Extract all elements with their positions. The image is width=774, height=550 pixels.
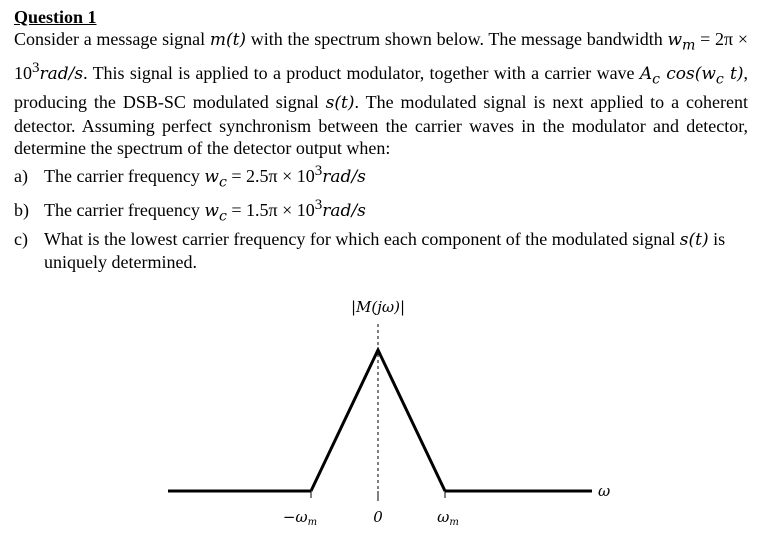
part-b-value: = 1.5π × 10 bbox=[226, 199, 315, 220]
intro-text-4: , producing the DSB-SC modulated signal bbox=[14, 62, 748, 112]
tick-label-neg-wm: $-\omega_m$ bbox=[282, 508, 318, 528]
question-intro bbox=[14, 28, 748, 160]
bandwidth-unit: rad/s bbox=[39, 63, 84, 84]
part-b-unit: rad/s bbox=[322, 200, 366, 221]
tick-label-zero: 0 bbox=[373, 508, 383, 526]
part-c-text-a: What is the lowest carrier frequency for which each component of the modulated signal bbox=[44, 228, 680, 249]
part-a-wc: $w_c$ bbox=[204, 166, 227, 191]
carrier-wave: $A_c$ $\cos(w_c$ t) bbox=[639, 63, 744, 88]
part-a-value: = 2.5π × 10 bbox=[226, 165, 315, 186]
question-title: Question 1 bbox=[14, 7, 97, 27]
part-c-marker: c) bbox=[14, 228, 28, 249]
part-c-text-b: is uniquely determined. bbox=[44, 228, 726, 273]
bandwidth-symbol: $w_m$ bbox=[667, 30, 696, 54]
bandwidth-value: = 2π × 10 bbox=[14, 29, 748, 83]
spectrum-magnitude-label: |M(jω)| bbox=[350, 298, 406, 316]
part-b bbox=[14, 194, 748, 228]
part-b-exponent: 3 bbox=[314, 196, 323, 213]
part-a-text: The carrier frequency bbox=[44, 165, 205, 186]
document bbox=[14, 6, 748, 274]
part-a-exponent: 3 bbox=[314, 162, 323, 179]
intro-text-1: Consider a message signal bbox=[14, 29, 210, 49]
intro-text-5: . The modulated signal is next applied to a coherent detector. Assuming perfect synchronism between the carrier waves in the modulator and detector, determine the spectrum of the detector output when: bbox=[14, 91, 748, 159]
modulated-signal: s(t) bbox=[325, 92, 355, 113]
intro-text-3: . This signal is applied to a product modulator, together with a carrier wave bbox=[83, 62, 640, 83]
spectrum-figure bbox=[0, 290, 774, 545]
intro-text-2: with the spectrum shown below. The message bandwidth bbox=[246, 29, 668, 49]
tick-label-pos-wm: $\omega_m$ bbox=[437, 508, 459, 528]
message-signal: m(t) bbox=[209, 30, 247, 50]
part-b-text: The carrier frequency bbox=[44, 199, 205, 220]
part-a bbox=[14, 160, 748, 194]
spectrum-plot bbox=[0, 290, 774, 545]
part-b-marker: b) bbox=[14, 199, 29, 220]
bandwidth-exponent: 3 bbox=[32, 59, 40, 76]
omega-axis-label: ω bbox=[598, 482, 611, 500]
part-c bbox=[14, 228, 748, 274]
part-b-wc: $w_c$ bbox=[204, 200, 227, 225]
part-c-signal: s(t) bbox=[679, 229, 709, 250]
part-a-marker: a) bbox=[14, 165, 28, 186]
question-parts bbox=[14, 160, 748, 274]
part-a-unit: rad/s bbox=[322, 166, 366, 187]
